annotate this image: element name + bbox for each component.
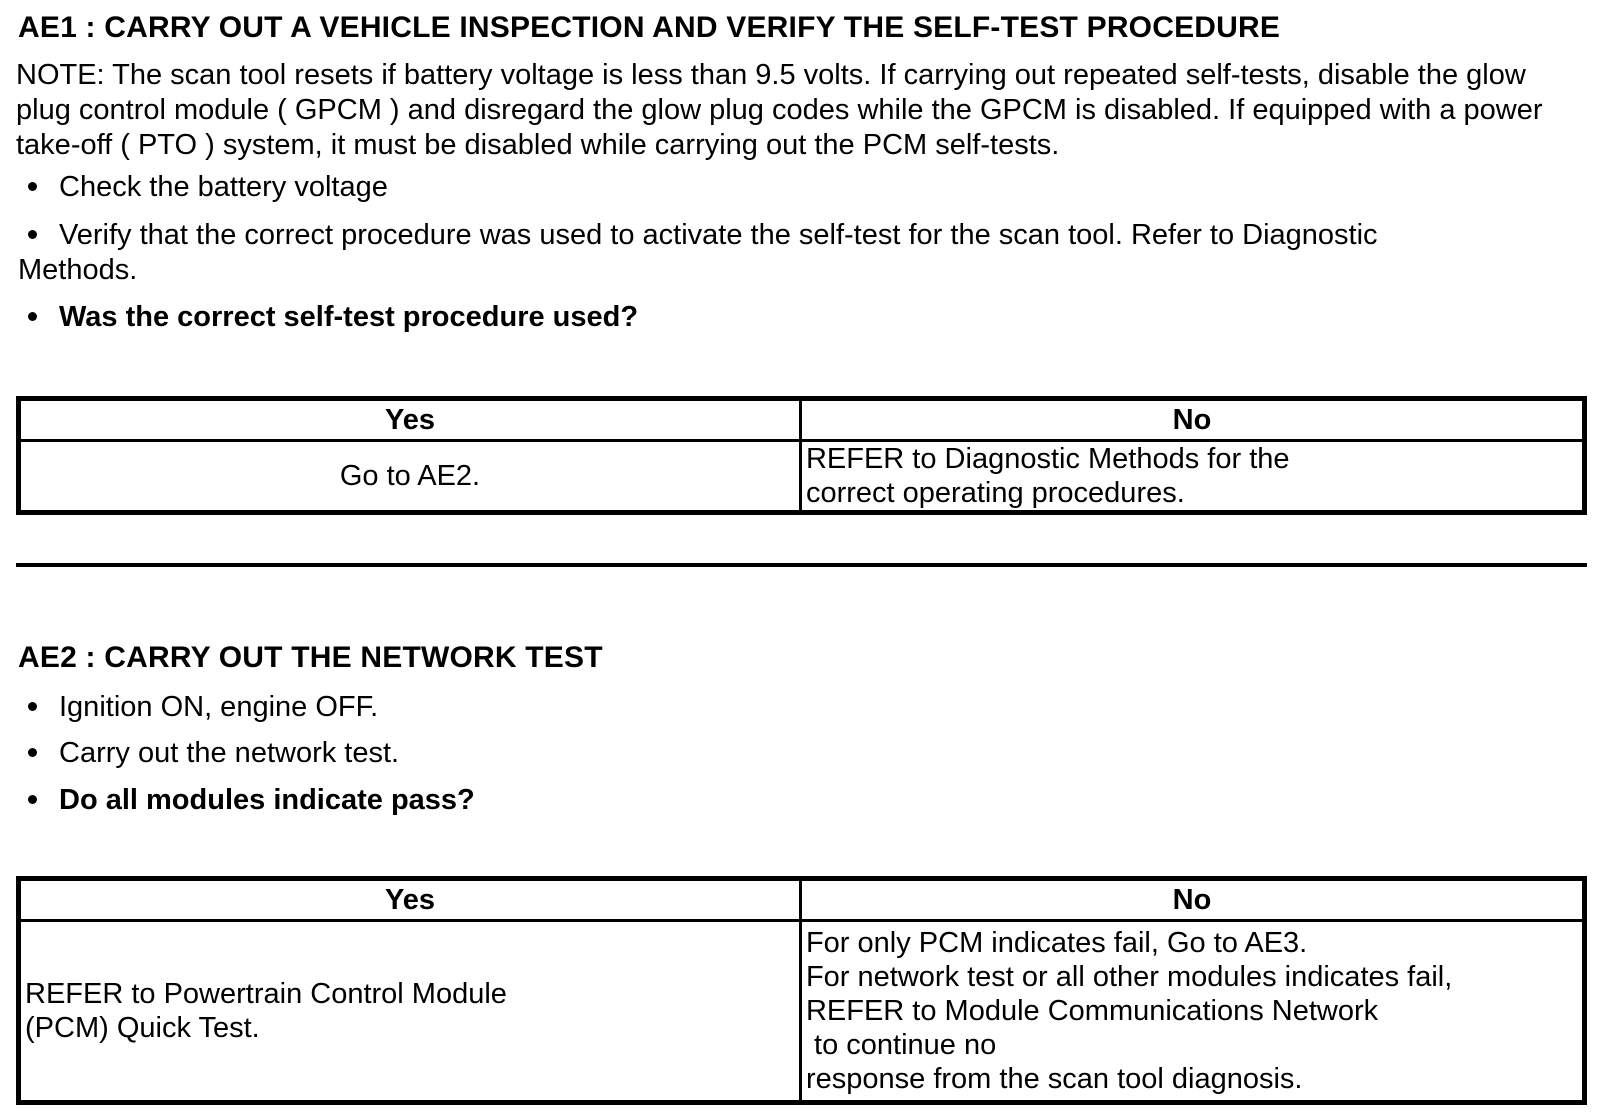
ae1-decision-table <box>16 396 1587 515</box>
yes-header: Yes <box>19 399 801 441</box>
yes-header: Yes <box>19 879 801 921</box>
ae1-heading: AE1 : CARRY OUT A VEHICLE INSPECTION AND VERIFY THE SELF-TEST PROCEDURE <box>18 11 1281 44</box>
no-line: response from the scan tool diagnosis. <box>805 1063 1303 1095</box>
ae2-heading: AE2 : CARRY OUT THE NETWORK TEST <box>18 641 603 674</box>
no-cell: REFER to Diagnostic Methods for the correct operating procedures. <box>800 441 1584 513</box>
no-header: No <box>800 879 1584 921</box>
ae2-bullet-question: Do all modules indicate pass? <box>18 783 475 818</box>
bullet-icon <box>28 230 37 239</box>
table-row <box>19 921 1585 1103</box>
no-line: REFER to Module Communications Network <box>805 995 1379 1027</box>
no-line: For network test or all other modules indicates fail, <box>805 961 1453 993</box>
no-header: No <box>800 399 1584 441</box>
ae2-bullet-item: Carry out the network test. <box>18 736 399 771</box>
bullet-icon <box>28 795 37 804</box>
bullet-icon <box>28 312 37 321</box>
bullet-icon <box>28 748 37 757</box>
yes-cell: Go to AE2. <box>19 441 801 513</box>
ae2-decision-table <box>16 876 1587 1105</box>
ae1-note: NOTE: The scan tool resets if battery voltage is less than 9.5 volts. If carrying out repeated self-tests, disable the glow plug control module ( GPCM ) and disregard the glow plug codes while the GPCM is disabled. If equipped with a power take-off ( PTO ) system, it must be disabled while carrying out the PCM self-tests. <box>16 59 1543 161</box>
bullet-icon <box>28 182 37 191</box>
section-divider <box>16 563 1587 567</box>
yes-cell: REFER to Powertrain Control Module (PCM) Quick Test. <box>19 921 801 1103</box>
no-cell <box>800 921 1584 1103</box>
table-header-row <box>19 879 1585 921</box>
table-row <box>19 441 1585 513</box>
ae1-bullet-item: Verify that the correct procedure was used to activate the self-test for the scan tool. Refer to Diagnostic Methods. <box>18 219 1378 286</box>
bullet-icon <box>28 702 37 711</box>
ae1-bullet-question: Was the correct self-test procedure used? <box>18 300 638 335</box>
no-line: to continue no <box>805 1029 997 1061</box>
ae2-bullet-item: Ignition ON, engine OFF. <box>18 690 378 725</box>
ae1-bullet-item: Check the battery voltage <box>18 170 388 205</box>
no-line: For only PCM indicates fail, Go to AE3. <box>805 927 1308 959</box>
table-header-row <box>19 399 1585 441</box>
